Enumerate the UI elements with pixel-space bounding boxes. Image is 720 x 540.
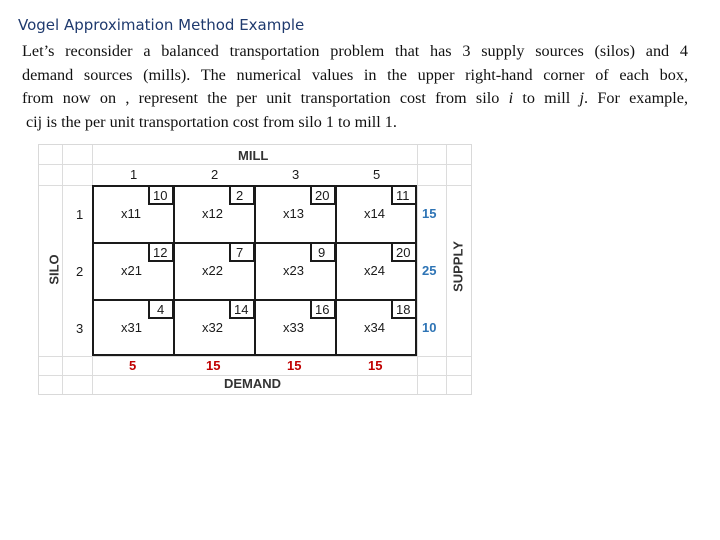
grid-col-divider (254, 187, 256, 354)
variable-cell: x21 (121, 263, 142, 278)
cost-value: 10 (153, 188, 168, 203)
cost-value: 16 (315, 302, 330, 317)
grid-line (446, 145, 447, 394)
variable-cell: x32 (202, 320, 223, 335)
supply-value: 10 (422, 320, 437, 335)
paragraph-line-1: Let’s reconsider a balanced transportation problem that has 3 supply sources (silos) and 4 (22, 42, 688, 60)
intro-paragraph (22, 40, 688, 134)
cost-value: 7 (236, 245, 244, 260)
silo-number: 3 (76, 321, 84, 336)
mill-number: 5 (373, 167, 381, 182)
demand-value: 15 (368, 358, 383, 373)
silo-number: 1 (76, 207, 84, 222)
demand-value: 15 (206, 358, 221, 373)
grid-col-divider (335, 187, 337, 354)
grid-line (62, 145, 63, 394)
supply-header: SUPPLY (450, 241, 466, 292)
supply-value: 15 (422, 206, 437, 221)
cost-value: 18 (396, 302, 411, 317)
cost-value: 20 (396, 245, 411, 260)
cost-value: 12 (153, 245, 168, 260)
grid-col-divider (173, 187, 175, 354)
silo-number: 2 (76, 264, 84, 279)
transportation-table (38, 144, 472, 395)
mill-number: 2 (211, 167, 219, 182)
variable-cell: x11 (121, 206, 141, 221)
cost-value: 11 (396, 188, 410, 203)
variable-cell: x12 (202, 206, 223, 221)
variable-cell: x14 (364, 206, 385, 221)
slide-title: Vogel Approximation Method Example (18, 16, 305, 34)
paragraph-line-3: from now on , represent the per unit transportation cost from silo i to mill j. For example, (22, 89, 688, 107)
paragraph-line-2: demand sources (mills). The numerical values in the upper right-hand corner of each box, (22, 65, 688, 84)
supply-value: 25 (422, 263, 437, 278)
cost-value: 14 (234, 302, 249, 317)
mill-number: 1 (130, 167, 138, 182)
variable-cell: x34 (364, 320, 385, 335)
variable-cell: x24 (364, 263, 385, 278)
cost-value: 2 (236, 188, 244, 203)
variable-cell: x23 (283, 263, 304, 278)
grid-line (39, 356, 471, 357)
silo-header: SILO (46, 254, 62, 285)
demand-value: 5 (129, 358, 137, 373)
mill-header: MILL (238, 148, 269, 163)
paragraph-line-4: cij is the per unit transportation cost from silo 1 to mill 1. (26, 112, 397, 131)
variable-cell: x13 (283, 206, 304, 221)
variable-cell: x31 (121, 320, 142, 335)
grid-line (417, 145, 418, 394)
grid-line (39, 164, 471, 165)
mill-number: 3 (292, 167, 300, 182)
cost-value: 20 (315, 188, 330, 203)
cost-value: 9 (318, 245, 326, 260)
cost-value: 4 (157, 302, 165, 317)
demand-value: 15 (287, 358, 302, 373)
variable-cell: x33 (283, 320, 304, 335)
variable-cell: x22 (202, 263, 223, 278)
demand-header: DEMAND (224, 376, 282, 391)
